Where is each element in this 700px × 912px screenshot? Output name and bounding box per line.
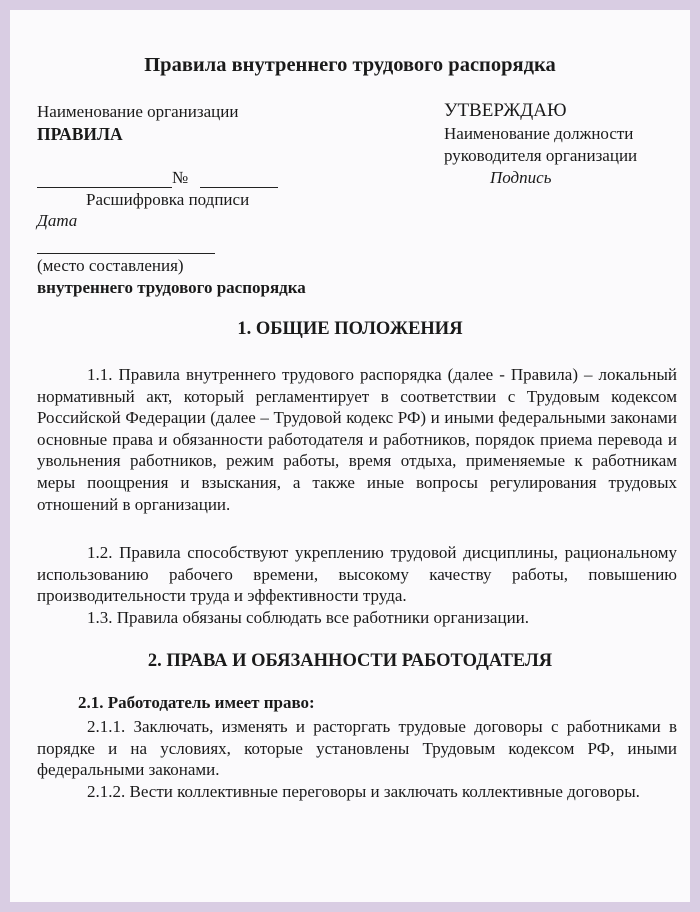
place-blank-line — [37, 236, 215, 254]
paragraph-1-1: 1.1. Правила внутреннего трудового распорядка (далее - Правила) – локальный нормативный акт, который регламентирует в соответствии с Трудовым кодексом Российской Федерации (далее – Трудовой кодекс РФ) и иными федеральными законами основные права и обязанности работодателя и работников, порядок приема перевода и увольнения работников, режим работы, время отдыха, применяемые к работникам меры поощрения и взыскания, а также иные вопросы регулирования трудовых отношений в организации. — [37, 365, 677, 514]
place-label: (место составления) — [37, 256, 184, 275]
section-2-heading: 2. ПРАВА И ОБЯЗАННОСТИ РАБОТОДАТЕЛЯ — [147, 651, 553, 671]
position-line-2: руководителя организации — [444, 146, 638, 165]
paragraph-1-2: 1.2. Правила способствуют укреплению трудовой дисциплины, рациональному использованию рабочего времени, высокому качеству работы, повышению производительности труда и эффективности труда. — [37, 543, 677, 606]
document-page — [10, 10, 690, 902]
org-name-label: Наименование организации — [37, 102, 239, 121]
document-title: Правила внутреннего трудового распорядка — [144, 54, 556, 76]
rules-word: ПРАВИЛА — [37, 124, 123, 144]
subsection-2-1-heading: 2.1. Работодатель имеет право: — [78, 693, 315, 712]
signature-blank-line — [200, 170, 278, 188]
date-label: Дата — [37, 211, 78, 230]
signature-decoding-label: Расшифровка подписи — [86, 190, 250, 209]
number-sign: № — [172, 168, 189, 187]
approve-label: УТВЕРЖДАЮ — [444, 100, 567, 121]
paragraph-1-3: 1.3. Правила обязаны соблюдать все работники организации. — [87, 608, 530, 627]
position-line-1: Наименование должности — [444, 124, 634, 143]
doc-type-label: внутреннего трудового распорядка — [37, 278, 306, 297]
paragraph-2-1-2: 2.1.2. Вести коллективные переговоры и заключать коллективные договоры. — [87, 782, 640, 801]
number-blank-line — [37, 170, 172, 188]
signature-label: Подпись — [490, 168, 552, 187]
section-1-heading: 1. ОБЩИЕ ПОЛОЖЕНИЯ — [237, 319, 463, 339]
paragraph-2-1-1: 2.1.1. Заключать, изменять и расторгать трудовые договоры с работниками в порядке и на условиях, которые установлены Трудовым кодексом РФ, иными федеральными законами. — [37, 717, 677, 780]
